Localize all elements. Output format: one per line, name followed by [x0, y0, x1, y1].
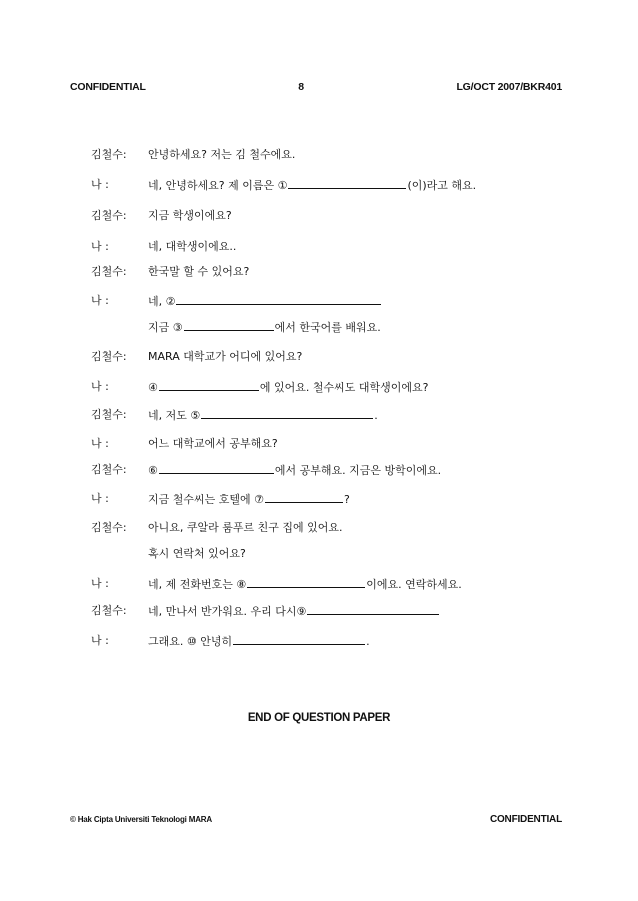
speaker-label: 나 : [91, 178, 109, 191]
speaker-label: 김철수: [91, 209, 127, 222]
speaker-label: 김철수: [91, 408, 127, 421]
text-segment: (이)라고 해요. [407, 179, 477, 192]
dialogue-text [148, 435, 278, 453]
dialogue-text [148, 238, 236, 256]
text-segment: 아니요, 쿠알라 룸푸르 친구 집에 있어요. [148, 521, 343, 534]
text-segment: 네, 안녕하세요? 제 이름은 ① [148, 179, 288, 192]
speaker-label: 나 : [91, 240, 109, 253]
text-segment: 네, 대학생이에요.. [148, 240, 237, 253]
dialogue-text [148, 406, 378, 425]
dialogue-text [148, 292, 382, 311]
answer-blank[interactable] [233, 632, 365, 645]
text-segment: 네, 저도 ⑤ [148, 409, 201, 422]
speaker-label: 나 : [91, 294, 109, 307]
page-number: 8 [298, 81, 304, 93]
copyright-notice: © Hak Cipta Universiti Teknologi MARA [70, 815, 212, 824]
speaker-label: 나 : [91, 577, 109, 590]
dialogue-text [148, 519, 343, 537]
speaker-label: 김철수: [91, 350, 127, 363]
answer-blank[interactable] [288, 176, 406, 189]
text-segment: 그래요. ⑩ 안녕히 [148, 635, 233, 648]
dialogue-text [148, 490, 350, 509]
dialogue-text [148, 378, 428, 397]
speaker-label: 나 : [91, 380, 109, 393]
text-segment: 네, ② [148, 295, 176, 308]
footer-confidential: CONFIDENTIAL [489, 814, 562, 825]
text-segment: 이에요. 연락하세요. [366, 578, 462, 591]
speaker-label: 김철수: [91, 463, 127, 476]
answer-blank[interactable] [159, 378, 259, 391]
dialogue-text [148, 146, 295, 164]
dialogue-text [148, 207, 232, 225]
text-segment: ⑥ [148, 464, 158, 477]
text-segment: . [374, 409, 378, 422]
text-segment: MARA 대학교가 어디에 있어요? [148, 350, 303, 363]
text-segment: 혹시 연락처 있어요? [148, 547, 246, 560]
answer-blank[interactable] [184, 318, 274, 331]
dialogue-text [148, 176, 476, 195]
answer-blank[interactable] [307, 602, 439, 615]
answer-blank[interactable] [176, 292, 381, 305]
speaker-label: 나 : [91, 634, 109, 647]
dialogue-text [148, 461, 441, 480]
text-segment: 네, 제 전화번호는 ⑧ [148, 578, 247, 591]
text-segment: 에 있어요. 철수씨도 대학생이에요? [259, 381, 429, 394]
text-segment: 어느 대학교에서 공부해요? [148, 437, 278, 450]
text-segment: 지금 ③ [148, 321, 183, 334]
speaker-label: 나 : [91, 437, 109, 450]
dialogue-text [148, 545, 246, 563]
text-segment: 지금 철수씨는 호텔에 ⑦ [148, 493, 264, 506]
header-confidential: CONFIDENTIAL [70, 81, 146, 93]
answer-blank[interactable] [247, 575, 365, 588]
page-footer [70, 814, 562, 825]
end-of-paper-label: END OF QUESTION PAPER [247, 712, 391, 724]
text-segment: 네, 만나서 반가워요. 우리 다시⑨ [148, 605, 307, 618]
header-course-code: LG/OCT 2007/BKR401 [456, 81, 562, 93]
text-segment: . [366, 635, 370, 648]
answer-blank[interactable] [159, 461, 274, 474]
speaker-label: 김철수: [91, 265, 127, 278]
speaker-label: 김철수: [91, 521, 127, 534]
dialogue-text [148, 632, 370, 651]
dialogue-text [148, 348, 302, 366]
text-segment: ? [343, 493, 350, 506]
text-segment: 지금 학생이에요? [148, 209, 232, 222]
answer-blank[interactable] [265, 490, 343, 503]
text-segment: 안녕하세요? 저는 김 철수에요. [148, 148, 296, 161]
speaker-label: 김철수: [91, 604, 127, 617]
text-segment: 에서 한국어를 배워요. [274, 321, 381, 334]
dialogue-text [148, 602, 440, 621]
text-segment: 한국말 할 수 있어요? [148, 265, 250, 278]
dialogue-text [148, 575, 462, 594]
text-segment: ④ [148, 381, 158, 394]
dialogue-text [148, 263, 249, 281]
answer-blank[interactable] [201, 406, 373, 419]
speaker-label: 나 : [91, 492, 109, 505]
text-segment: 에서 공부해요. 지금은 방학이에요. [274, 464, 442, 477]
speaker-label: 김철수: [91, 148, 127, 161]
dialogue-text [148, 318, 381, 337]
